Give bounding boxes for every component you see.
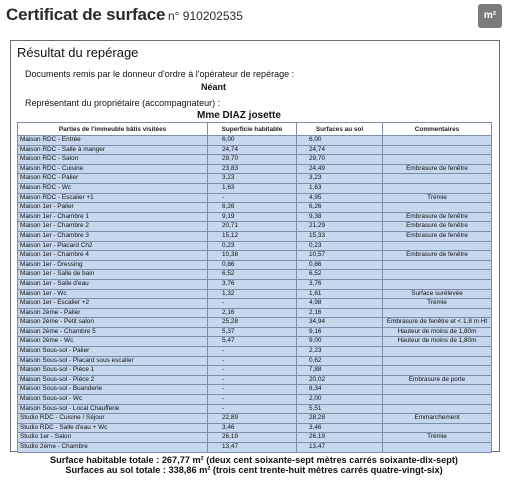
representative-label: Représentant du propriétaire (accompagnateur) :	[25, 98, 221, 108]
cell-room: Maison 1er - Chambre 2	[18, 222, 208, 232]
cell-room: Maison 1er - Chambre 1	[18, 212, 208, 222]
cell-sol: 26,19	[297, 433, 383, 443]
cell-comment: Trémie	[383, 433, 492, 443]
table-row	[18, 164, 492, 174]
cell-comment	[383, 241, 492, 251]
table-row	[18, 347, 492, 357]
cell-room: Maison Sous-sol - Placard sous escalier	[18, 356, 208, 366]
section-title: Résultat du repérage	[17, 45, 139, 60]
cell-room: Maison RDC - Salle à manger	[18, 145, 208, 155]
cell-comment	[383, 279, 492, 289]
table-body	[18, 136, 492, 453]
cell-comment	[383, 356, 492, 366]
cell-habitable: 23,83	[208, 164, 297, 174]
cell-room: Maison 1er - Placard Ch2	[18, 241, 208, 251]
cell-sol: 24,74	[297, 145, 383, 155]
cell-habitable: -	[208, 385, 297, 395]
cell-comment	[383, 395, 492, 405]
cell-habitable: 15,12	[208, 231, 297, 241]
cell-sol: 0,86	[297, 260, 383, 270]
cell-sol: 2,00	[297, 395, 383, 405]
cell-comment	[383, 308, 492, 318]
cell-sol: 9,16	[297, 327, 383, 337]
table-row	[18, 241, 492, 251]
cell-habitable: 13,47	[208, 443, 297, 453]
cell-comment: Trémie	[383, 299, 492, 309]
cell-comment: Embrasure de fenêtre	[383, 164, 492, 174]
table-row	[18, 375, 492, 385]
cell-habitable: 10,38	[208, 251, 297, 261]
table-row	[18, 308, 492, 318]
cell-room: Maison Sous-sol - Palier	[18, 347, 208, 357]
cell-room: Maison 1er - Wc	[18, 289, 208, 299]
cell-comment	[383, 443, 492, 453]
cell-sol: 5,51	[297, 404, 383, 414]
cell-comment	[383, 347, 492, 357]
cell-comment: Embrasure de porte	[383, 375, 492, 385]
cell-room: Maison 1er - Chambre 4	[18, 251, 208, 261]
cell-comment	[383, 260, 492, 270]
table-row	[18, 145, 492, 155]
cell-sol: 24,49	[297, 164, 383, 174]
cell-room: Studio 1er - Salon	[18, 433, 208, 443]
table-row	[18, 260, 492, 270]
cell-habitable: 0,86	[208, 260, 297, 270]
table-row	[18, 289, 492, 299]
cell-comment	[383, 174, 492, 184]
cell-room: Maison 1er - Salle d'eau	[18, 279, 208, 289]
table-row	[18, 155, 492, 165]
cell-habitable: 22,89	[208, 414, 297, 424]
cell-room: Maison Sous-sol - Pièce 1	[18, 366, 208, 376]
cell-comment	[383, 404, 492, 414]
col-header-habitable: Superficie habitable	[208, 123, 297, 136]
cell-sol: 13,47	[297, 443, 383, 453]
cell-comment: Embrasure de fenêtre et < 1,8 m Ht	[383, 318, 492, 328]
cell-room: Maison RDC - Palier	[18, 174, 208, 184]
cell-comment: Surface surélevée	[383, 289, 492, 299]
cell-habitable: 3,46	[208, 423, 297, 433]
cell-room: Maison 1er - Palier	[18, 203, 208, 213]
cell-habitable: -	[208, 299, 297, 309]
cell-sol: 8,34	[297, 385, 383, 395]
table-row	[18, 299, 492, 309]
table-header-row	[18, 123, 492, 136]
cell-comment: Hauteur de moins de 1,80m	[383, 337, 492, 347]
cell-sol: 9,00	[297, 337, 383, 347]
table-row	[18, 231, 492, 241]
cell-sol: 34,94	[297, 318, 383, 328]
cell-comment: Emmarchement	[383, 414, 492, 424]
cell-sol: 4,95	[297, 193, 383, 203]
cell-comment	[383, 145, 492, 155]
cell-room: Maison 2ème - Palier	[18, 308, 208, 318]
cell-room: Studio RDC - Salle d'eau + Wc	[18, 423, 208, 433]
cell-room: Maison 1er - Dressing	[18, 260, 208, 270]
table-row	[18, 270, 492, 280]
cell-sol: 1,63	[297, 183, 383, 193]
cell-sol: 0,23	[297, 241, 383, 251]
cell-habitable: 0,23	[208, 241, 297, 251]
cell-sol: 1,61	[297, 289, 383, 299]
cell-habitable: 1,32	[208, 289, 297, 299]
table-row	[18, 193, 492, 203]
cell-comment: Embrasure de fenêtre	[383, 222, 492, 232]
cell-habitable: 3,76	[208, 279, 297, 289]
cell-room: Maison RDC - Cuisine	[18, 164, 208, 174]
cell-sol: 0,62	[297, 356, 383, 366]
cell-room: Maison RDC - Salon	[18, 155, 208, 165]
cell-habitable: 5,37	[208, 327, 297, 337]
table-row	[18, 222, 492, 232]
cell-comment: Embrasure de fenêtre	[383, 251, 492, 261]
cell-habitable: -	[208, 375, 297, 385]
col-header-parties: Parties de l'immeuble bâtis visitées	[18, 123, 208, 136]
table-row	[18, 414, 492, 424]
documents-value: Néant	[201, 82, 227, 92]
cell-habitable: 20,71	[208, 222, 297, 232]
cell-habitable: -	[208, 404, 297, 414]
cell-sol: 6,52	[297, 270, 383, 280]
cell-sol: 4,98	[297, 299, 383, 309]
cell-comment: Embrasure de fenêtre	[383, 231, 492, 241]
table-row	[18, 136, 492, 146]
cell-sol: 7,88	[297, 366, 383, 376]
col-header-comments: Commentaires	[383, 123, 492, 136]
cell-comment	[383, 385, 492, 395]
cell-comment	[383, 423, 492, 433]
cell-room: Maison 2ème - Chambre 5	[18, 327, 208, 337]
cell-habitable: 9,19	[208, 212, 297, 222]
total-habitable: Surface habitable totale : 267,77 m² (deux cent soixante-sept mètres carrés soixante-dix-sept)	[50, 455, 458, 465]
cell-room: Maison 2ème - Petit salon	[18, 318, 208, 328]
cell-sol: 3,76	[297, 279, 383, 289]
cell-comment	[383, 183, 492, 193]
cell-room: Maison RDC - Escalier +1	[18, 193, 208, 203]
result-section	[10, 40, 500, 452]
table-row	[18, 366, 492, 376]
cell-habitable: -	[208, 347, 297, 357]
cell-room: Maison 1er - Escalier +2	[18, 299, 208, 309]
table-row	[18, 279, 492, 289]
table-row	[18, 404, 492, 414]
cell-room: Maison 2ème - Wc	[18, 337, 208, 347]
cell-room: Studio RDC - Cuisine / Séjour	[18, 414, 208, 424]
table-row	[18, 251, 492, 261]
cell-room: Maison 1er - Chambre 3	[18, 231, 208, 241]
table-row	[18, 203, 492, 213]
cell-sol: 15,33	[297, 231, 383, 241]
cell-comment	[383, 155, 492, 165]
cell-habitable: 3,23	[208, 174, 297, 184]
cell-room: Maison Sous-sol - Local Chaufferie	[18, 404, 208, 414]
table-row	[18, 212, 492, 222]
table-row	[18, 356, 492, 366]
surface-table	[17, 122, 492, 453]
table-row	[18, 395, 492, 405]
cell-comment: Hauteur de moins de 1,80m	[383, 327, 492, 337]
cell-sol: 9,38	[297, 212, 383, 222]
documents-label: Documents remis par le donneur d'ordre à l'opérateur de repérage :	[25, 69, 295, 79]
cell-comment	[383, 270, 492, 280]
cell-room: Maison Sous-sol - Wc	[18, 395, 208, 405]
cell-room: Maison Sous-sol - Buanderie	[18, 385, 208, 395]
cell-habitable: 24,74	[208, 145, 297, 155]
cell-sol: 2,23	[297, 347, 383, 357]
cell-habitable: -	[208, 366, 297, 376]
cell-sol: 6,00	[297, 136, 383, 146]
page-header	[4, 4, 504, 28]
certificate-number: n° 910202535	[168, 9, 243, 23]
table-row	[18, 443, 492, 453]
cell-comment	[383, 366, 492, 376]
table-row	[18, 423, 492, 433]
cell-sol: 28,28	[297, 414, 383, 424]
cell-room: Maison RDC - Entrée	[18, 136, 208, 146]
cell-habitable: 1,63	[208, 183, 297, 193]
representative-value: Mme DIAZ josette	[197, 110, 281, 121]
table-row	[18, 183, 492, 193]
cell-sol: 21,29	[297, 222, 383, 232]
table-row	[18, 174, 492, 184]
cell-comment: Embrasure de fenêtre	[383, 212, 492, 222]
table-row	[18, 327, 492, 337]
cell-habitable: 6,00	[208, 136, 297, 146]
cell-room: Maison Sous-sol - Pièce 2	[18, 375, 208, 385]
m2-logo-icon: m²	[478, 4, 502, 28]
cell-sol: 2,16	[297, 308, 383, 318]
cell-room: Maison RDC - Wc	[18, 183, 208, 193]
cell-habitable: 6,52	[208, 270, 297, 280]
cell-comment	[383, 136, 492, 146]
cell-sol: 3,46	[297, 423, 383, 433]
certificate-title: Certificat de surface	[6, 5, 166, 24]
cell-habitable: 5,47	[208, 337, 297, 347]
col-header-sol: Surfaces au sol	[297, 123, 383, 136]
total-sol: Surfaces au sol totale : 338,86 m² (trois cent trente-huit mètres carrés quatre-vingt-six)	[65, 465, 443, 475]
cell-habitable: -	[208, 193, 297, 203]
cell-sol: 3,23	[297, 174, 383, 184]
cell-comment: Trémie	[383, 193, 492, 203]
cell-sol: 6,26	[297, 203, 383, 213]
cell-habitable: 29,70	[208, 155, 297, 165]
cell-habitable: 26,19	[208, 433, 297, 443]
cell-habitable: -	[208, 395, 297, 405]
cell-sol: 29,70	[297, 155, 383, 165]
cell-habitable: 6,26	[208, 203, 297, 213]
cell-habitable: 25,28	[208, 318, 297, 328]
table-row	[18, 433, 492, 443]
table-row	[18, 337, 492, 347]
cell-habitable: -	[208, 356, 297, 366]
table-row	[18, 385, 492, 395]
cell-comment	[383, 203, 492, 213]
cell-habitable: 2,16	[208, 308, 297, 318]
cell-room: Maison 1er - Salle de bain	[18, 270, 208, 280]
cell-room: Studio 2ème - Chambre	[18, 443, 208, 453]
table-row	[18, 318, 492, 328]
cell-sol: 10,57	[297, 251, 383, 261]
cell-sol: 20,02	[297, 375, 383, 385]
